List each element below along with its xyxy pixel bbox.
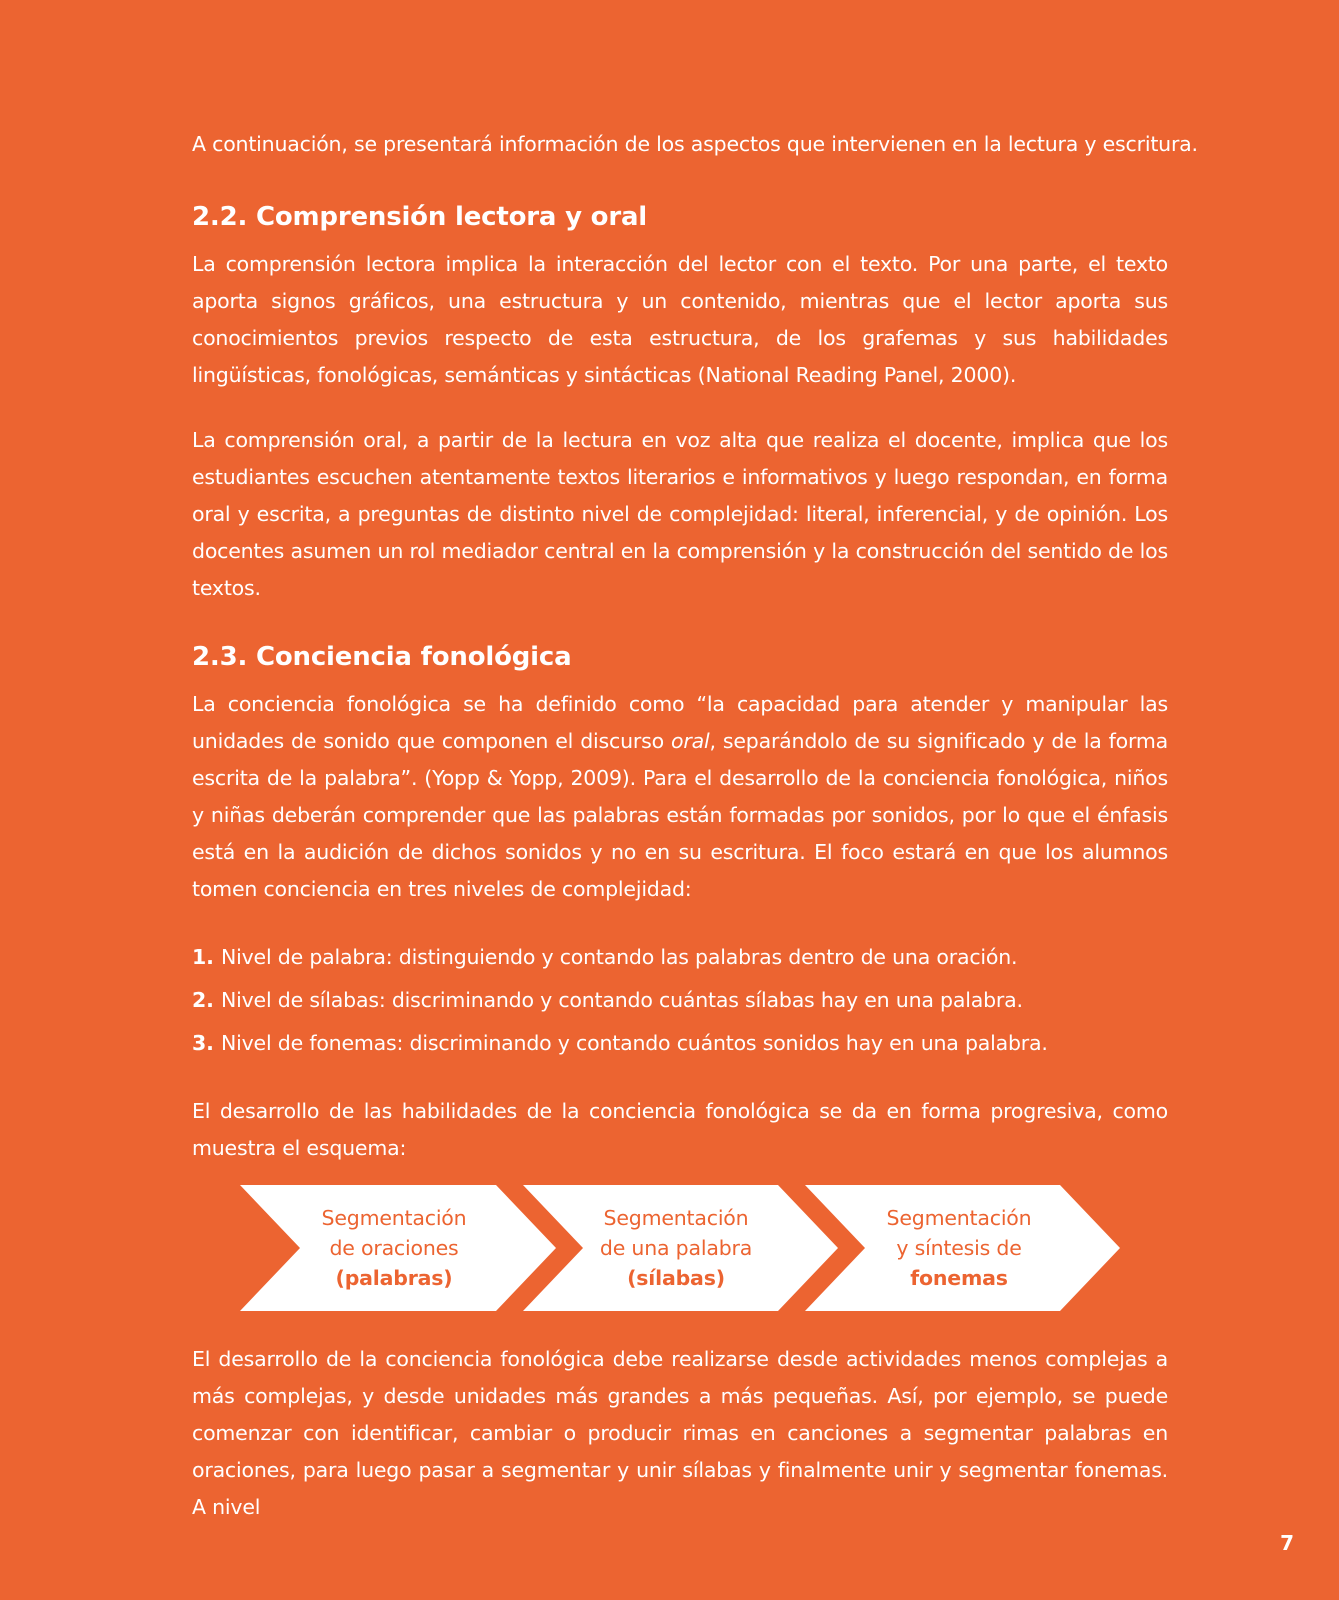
list-item-text: Nivel de fonemas: discriminando y contando cuántos sonidos hay en una palabra. [221, 1031, 1048, 1055]
chevron-step-3-label [859, 1203, 1059, 1293]
list-item-number: 3. [192, 1031, 214, 1055]
section-22-heading: 2.2. Comprensión lectora y oral [192, 202, 648, 232]
chevron-step-1-label [294, 1203, 494, 1293]
chevron-step-2-line-3: (sílabas) [627, 1266, 725, 1290]
list-item-text: Nivel de sílabas: discriminando y contando cuántas sílabas hay en una palabra. [221, 988, 1023, 1012]
section-23-p1-before: La conciencia fonológica se ha definido como “la capacidad para atender y manipular las unidades de sonido que componen el discurso [192, 692, 1168, 753]
chevron-step-2-line-1: Segmentación [603, 1206, 749, 1230]
chevron-step-3-line-2: y síntesis de [896, 1236, 1022, 1260]
list-item-number: 2. [192, 988, 214, 1012]
chevron-step-2-label [576, 1203, 776, 1293]
list-item [192, 979, 1168, 1022]
section-23-paragraph-1 [192, 686, 1168, 908]
section-23-paragraph-3: El desarrollo de la conciencia fonológica debe realizarse desde actividades menos complejas a más complejas, y desde unidades más grandes a más pequeñas. Así, por ejemplo, se puede comenzar con identificar, cambiar o producir rimas en canciones a segmentar palabras en oraciones, para luego pasar a segmentar y unir sílabas y finalmente unir y segmentar fonemas. A nivel [192, 1347, 1168, 1519]
page-number: 7 [1280, 1531, 1294, 1555]
list-item-number: 1. [192, 945, 214, 969]
page-content [192, 126, 1198, 1526]
section-23-paragraph-2: El desarrollo de las habilidades de la conciencia fonológica se da en forma progresiva, como muestra el esquema: [192, 1099, 1168, 1160]
list-item [192, 1022, 1168, 1065]
chevron-step-1-line-2: de oraciones [329, 1236, 459, 1260]
section-22-paragraph-1: La comprensión lectora implica la interacción del lector con el texto. Por una parte, el texto aporta signos gráficos, una estructura y un contenido, mientras que el lector aporta sus conocimientos previos respecto de esta estructura, de los grafemas y sus habilidades lingüísticas, fonológicas, semánticas y sintácticas (National Reading Panel, 2000). [192, 252, 1168, 387]
section-23-p1-after: , separándolo de su significado y de la forma escrita de la palabra”. (Yopp & Yopp, 2009). Para el desarrollo de la conciencia fonológica, niños y niñas deberán comprender que las palabras están formadas por sonidos, por lo que el énfasis está en la audición de dichos sonidos y no en su escritura. El foco estará en que los alumnos tomen conciencia en tres niveles de complejidad: [192, 729, 1168, 901]
section-22-paragraph-2: La comprensión oral, a partir de la lectura en voz alta que realiza el docente, implica que los estudiantes escuchen atentamente textos literarios e informativos y luego respondan, en forma oral y escrita, a preguntas de distinto nivel de complejidad: literal, inferencial, y de opinión. Los docentes asumen un rol mediador central en la comprensión y la construcción del sentido de los textos. [192, 428, 1168, 600]
list-item [192, 936, 1168, 979]
chevron-step-1-line-3: (palabras) [335, 1266, 453, 1290]
chevron-step-3-line-3: fonemas [910, 1266, 1008, 1290]
complexity-levels-list [192, 936, 1168, 1065]
progression-diagram [192, 1185, 1168, 1311]
intro-paragraph: A continuación, se presentará información de los aspectos que intervienen en la lectura y escritura. [192, 132, 1198, 156]
section-23-heading: 2.3. Conciencia fonológica [192, 642, 572, 672]
section-23-p1-italic: oral [671, 729, 710, 753]
chevron-step-2-line-2: de una palabra [599, 1236, 753, 1260]
chevron-step-1-line-1: Segmentación [321, 1206, 467, 1230]
list-item-text: Nivel de palabra: distinguiendo y contando las palabras dentro de una oración. [221, 945, 1018, 969]
chevron-step-3-line-1: Segmentación [886, 1206, 1032, 1230]
